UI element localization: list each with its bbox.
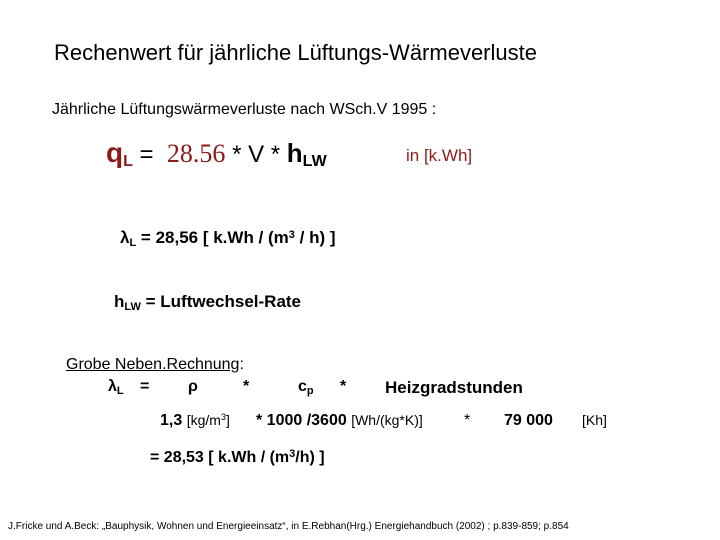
grobe-nebenrechnung-heading: Grobe Neben.Rechnung:: [66, 356, 244, 373]
formula-equals: =: [132, 141, 161, 168]
rho-unit: $[kg/m^3]$: [186, 412, 230, 428]
lambda-definition: $\lambda_L = 28,56$ [ $k.Wh / (m^3 / h)$ ]: [120, 228, 336, 249]
eq-lambda: $\lambda_L$: [108, 378, 124, 397]
eq-equals: =: [140, 378, 150, 395]
eq-rho: ρ: [188, 378, 198, 395]
hlw-definition: $h_{LW}$ = Luftwechsel-Rate: [114, 292, 302, 313]
eq-star-1: *: [243, 378, 250, 395]
formula-coefficient: 28.56: [166, 139, 226, 168]
cp-value: * 1000 /3600 [Wh/(kg*K)]: [256, 412, 423, 429]
hgs-unit: [Kh]: [582, 412, 607, 428]
values-star: *: [464, 412, 471, 429]
formula-unit: in [k.Wh]: [406, 146, 473, 165]
eq-cp: $c_p$: [298, 378, 314, 397]
slide-title: Rechenwert für jährliche Lüftungs-Wärmeverluste: [54, 40, 537, 65]
intro-text: Jährliche Lüftungswärmeverluste nach WSch.V 1995 :: [52, 101, 437, 118]
main-formula: [106, 137, 327, 171]
eq-heizgradstunden: Heizgradstunden: [385, 378, 523, 397]
hgs-value: 79 000: [504, 412, 553, 429]
rho-value: 1,3 $[kg/m^3]$: [160, 412, 230, 429]
citation: J.Fricke und A.Beck: „Bauphysik, Wohnen und Energieeinsatz“, in E.Rebhan(Hrg.) Energiehandbuch (2002) ; p.839-859; p.854: [8, 521, 569, 532]
eq-star-2: *: [340, 378, 347, 395]
formula-q: $q_L$: [106, 137, 133, 170]
result-line: = 28,53 [ $k.Wh / (m^3/h)$ ]: [150, 448, 325, 466]
cp-unit: [Wh/(kg*K)]: [351, 412, 423, 428]
formula-middle: * V *: [225, 141, 287, 168]
formula-h: $h_{LW}$: [286, 138, 327, 170]
